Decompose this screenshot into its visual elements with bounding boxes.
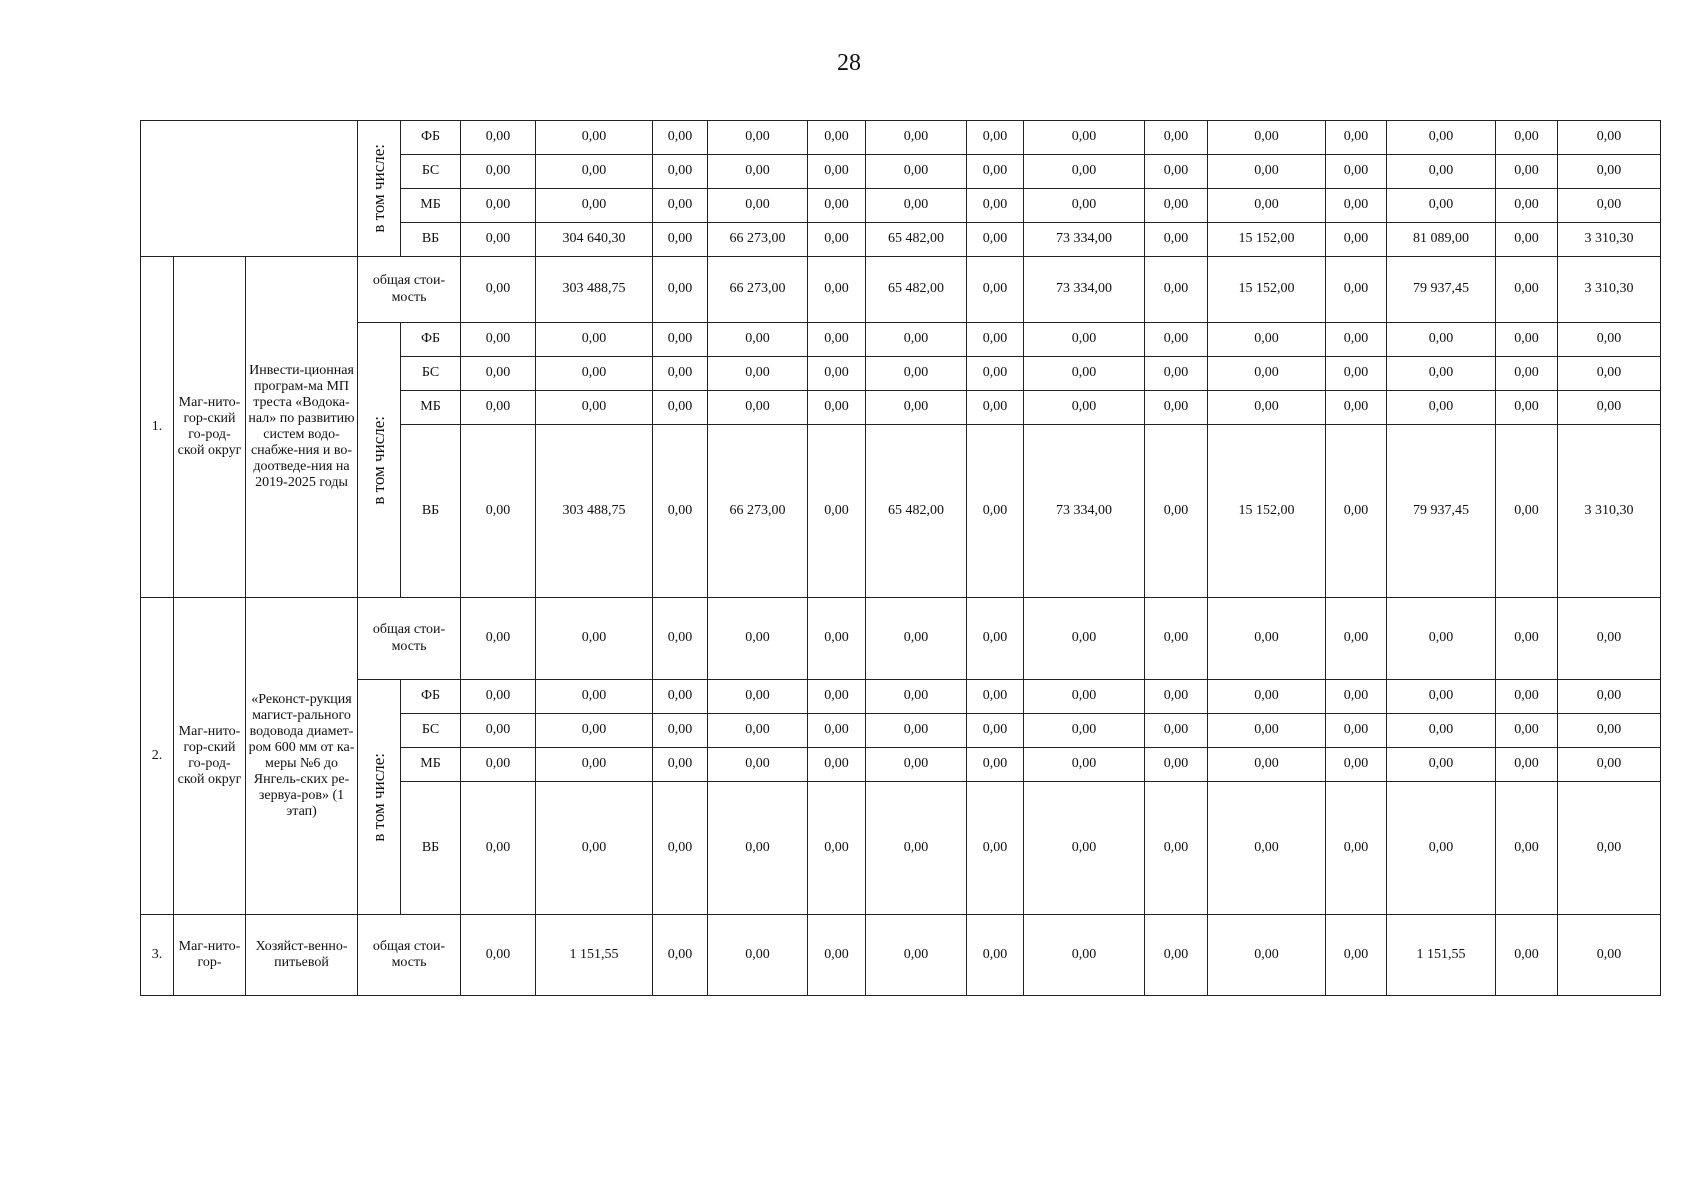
top-vb-col-5: 0,00 (808, 223, 866, 257)
incl-label: в том числе: (369, 415, 389, 505)
row2-total-col-4: 0,00 (708, 598, 808, 680)
row1-mb-col-5: 0,00 (808, 391, 866, 425)
row1-fb-col-12: 0,00 (1387, 323, 1496, 357)
row1-vb-col-2: 303 488,75 (536, 425, 653, 598)
row2-vb-col-14: 0,00 (1558, 782, 1661, 915)
source-bs: БС (401, 714, 461, 748)
row2-total-col-14: 0,00 (1558, 598, 1661, 680)
top-mb-col-6: 0,00 (866, 189, 967, 223)
row2-fb-col-3: 0,00 (653, 680, 708, 714)
row1-total-col-7: 0,00 (967, 257, 1024, 323)
row2-fb-col-11: 0,00 (1326, 680, 1387, 714)
row1-bs-col-14: 0,00 (1558, 357, 1661, 391)
row2-bs-col-12: 0,00 (1387, 714, 1496, 748)
row1-mb-col-4: 0,00 (708, 391, 808, 425)
row2-vb-col-4: 0,00 (708, 782, 808, 915)
row2-fb-col-4: 0,00 (708, 680, 808, 714)
top-fb-col-4: 0,00 (708, 121, 808, 155)
top-fb-col-9: 0,00 (1145, 121, 1208, 155)
top-fb-col-12: 0,00 (1387, 121, 1496, 155)
source-fb: ФБ (401, 323, 461, 357)
top-incl-cell (358, 121, 401, 257)
row1-total-col-12: 79 937,45 (1387, 257, 1496, 323)
row1-fb-col-3: 0,00 (653, 323, 708, 357)
row3-total-col-12: 1 151,55 (1387, 915, 1496, 996)
top-mb-col-1: 0,00 (461, 189, 536, 223)
top-vb-col-11: 0,00 (1326, 223, 1387, 257)
row1-total-col-14: 3 310,30 (1558, 257, 1661, 323)
row2-bs-col-3: 0,00 (653, 714, 708, 748)
row2-total-col-1: 0,00 (461, 598, 536, 680)
page-number: 28 (837, 50, 861, 76)
row2-vb-col-5: 0,00 (808, 782, 866, 915)
row3-total-label: общая стои-мость (358, 915, 461, 996)
row1-fb-col-7: 0,00 (967, 323, 1024, 357)
row1-total-col-3: 0,00 (653, 257, 708, 323)
row3-total-col-4: 0,00 (708, 915, 808, 996)
row1-vb-col-14: 3 310,30 (1558, 425, 1661, 598)
top-bs-col-3: 0,00 (653, 155, 708, 189)
row2-fb-col-5: 0,00 (808, 680, 866, 714)
row1-bs-col-2: 0,00 (536, 357, 653, 391)
row1-fb-col-5: 0,00 (808, 323, 866, 357)
row2-vb-col-2: 0,00 (536, 782, 653, 915)
row2-mb-col-6: 0,00 (866, 748, 967, 782)
row2-vb-col-1: 0,00 (461, 782, 536, 915)
row1-total-col-5: 0,00 (808, 257, 866, 323)
row1-bs-col-9: 0,00 (1145, 357, 1208, 391)
row2-total-col-12: 0,00 (1387, 598, 1496, 680)
row2-bs-col-9: 0,00 (1145, 714, 1208, 748)
row2-total-col-9: 0,00 (1145, 598, 1208, 680)
row1-bs-col-4: 0,00 (708, 357, 808, 391)
top-vb-col-8: 73 334,00 (1024, 223, 1145, 257)
row1-bs-col-13: 0,00 (1496, 357, 1558, 391)
row1-vb-col-11: 0,00 (1326, 425, 1387, 598)
row2-mb-col-12: 0,00 (1387, 748, 1496, 782)
budget-table (140, 120, 1661, 996)
row1-total-row (141, 257, 1661, 323)
row1-mb-col-2: 0,00 (536, 391, 653, 425)
row2-bs-col-2: 0,00 (536, 714, 653, 748)
row1-vb-col-6: 65 482,00 (866, 425, 967, 598)
source-mb: МБ (401, 391, 461, 425)
row1-bs-col-3: 0,00 (653, 357, 708, 391)
row2-mb-col-4: 0,00 (708, 748, 808, 782)
row3-total-col-13: 0,00 (1496, 915, 1558, 996)
source-fb: ФБ (401, 121, 461, 155)
row2-fb-col-2: 0,00 (536, 680, 653, 714)
top-bs-col-8: 0,00 (1024, 155, 1145, 189)
row2-vb-col-13: 0,00 (1496, 782, 1558, 915)
row2-total-col-11: 0,00 (1326, 598, 1387, 680)
row1-vb-col-9: 0,00 (1145, 425, 1208, 598)
row1-vb-col-13: 0,00 (1496, 425, 1558, 598)
row1-mb-col-12: 0,00 (1387, 391, 1496, 425)
row2-vb-col-12: 0,00 (1387, 782, 1496, 915)
row2-vb-col-3: 0,00 (653, 782, 708, 915)
row2-total-col-10: 0,00 (1208, 598, 1326, 680)
top-bs-col-1: 0,00 (461, 155, 536, 189)
row1-mb-col-3: 0,00 (653, 391, 708, 425)
row1-total-col-13: 0,00 (1496, 257, 1558, 323)
row1-fb-col-13: 0,00 (1496, 323, 1558, 357)
row1-mb-col-8: 0,00 (1024, 391, 1145, 425)
row3-total-col-14: 0,00 (1558, 915, 1661, 996)
top-mb-col-14: 0,00 (1558, 189, 1661, 223)
top-mb-col-10: 0,00 (1208, 189, 1326, 223)
row1-vb-col-12: 79 937,45 (1387, 425, 1496, 598)
row2-vb-col-7: 0,00 (967, 782, 1024, 915)
row3-total-col-11: 0,00 (1326, 915, 1387, 996)
row1-bs-col-11: 0,00 (1326, 357, 1387, 391)
row1-mb-col-14: 0,00 (1558, 391, 1661, 425)
row1-vb-col-3: 0,00 (653, 425, 708, 598)
row1-total-col-8: 73 334,00 (1024, 257, 1145, 323)
row2-incl-cell (358, 680, 401, 915)
row1-vb-col-7: 0,00 (967, 425, 1024, 598)
top-fb-col-2: 0,00 (536, 121, 653, 155)
row2-vb-col-8: 0,00 (1024, 782, 1145, 915)
row1-bs-col-1: 0,00 (461, 357, 536, 391)
row1-vb-col-5: 0,00 (808, 425, 866, 598)
top-vb-col-14: 3 310,30 (1558, 223, 1661, 257)
row2-fb-col-10: 0,00 (1208, 680, 1326, 714)
row1-total-col-6: 65 482,00 (866, 257, 967, 323)
top-fb-col-1: 0,00 (461, 121, 536, 155)
top-bs-col-5: 0,00 (808, 155, 866, 189)
row1-total-col-2: 303 488,75 (536, 257, 653, 323)
row1-fb-col-9: 0,00 (1145, 323, 1208, 357)
incl-label: в том числе: (369, 144, 389, 233)
top-bs-col-11: 0,00 (1326, 155, 1387, 189)
top-bs-col-6: 0,00 (866, 155, 967, 189)
row1-total-col-11: 0,00 (1326, 257, 1387, 323)
row1-vb-col-1: 0,00 (461, 425, 536, 598)
row1-municipality: Маг-нито-гор-ский го-род-ской округ (174, 257, 246, 598)
row2-mb-col-7: 0,00 (967, 748, 1024, 782)
row1-incl-cell (358, 323, 401, 598)
row2-fb-col-6: 0,00 (866, 680, 967, 714)
top-mb-col-11: 0,00 (1326, 189, 1387, 223)
row1-fb-col-4: 0,00 (708, 323, 808, 357)
row1-bs-col-6: 0,00 (866, 357, 967, 391)
top-mb-col-3: 0,00 (653, 189, 708, 223)
top-mb-col-12: 0,00 (1387, 189, 1496, 223)
row1-total-col-1: 0,00 (461, 257, 536, 323)
top-mb-col-8: 0,00 (1024, 189, 1145, 223)
top-fb-col-3: 0,00 (653, 121, 708, 155)
row3-total-col-10: 0,00 (1208, 915, 1326, 996)
top-bs-col-12: 0,00 (1387, 155, 1496, 189)
top-fb-col-11: 0,00 (1326, 121, 1387, 155)
row1-bs-col-12: 0,00 (1387, 357, 1496, 391)
top-mb-col-9: 0,00 (1145, 189, 1208, 223)
row1-fb-col-11: 0,00 (1326, 323, 1387, 357)
row1-fb-row (141, 323, 1661, 357)
row2-fb-col-14: 0,00 (1558, 680, 1661, 714)
row3-total-col-1: 0,00 (461, 915, 536, 996)
top-vb-col-12: 81 089,00 (1387, 223, 1496, 257)
row2-bs-col-11: 0,00 (1326, 714, 1387, 748)
top-mb-col-13: 0,00 (1496, 189, 1558, 223)
top-fb-row (141, 121, 1661, 155)
row3-total-col-8: 0,00 (1024, 915, 1145, 996)
row1-fb-col-6: 0,00 (866, 323, 967, 357)
row2-index: 2. (141, 598, 174, 915)
top-mb-col-5: 0,00 (808, 189, 866, 223)
row2-mb-col-1: 0,00 (461, 748, 536, 782)
row3-total-col-7: 0,00 (967, 915, 1024, 996)
top-mb-col-4: 0,00 (708, 189, 808, 223)
row2-mb-col-14: 0,00 (1558, 748, 1661, 782)
row3-index: 3. (141, 915, 174, 996)
row2-mb-col-8: 0,00 (1024, 748, 1145, 782)
row1-vb-col-8: 73 334,00 (1024, 425, 1145, 598)
top-vb-col-9: 0,00 (1145, 223, 1208, 257)
top-fb-col-13: 0,00 (1496, 121, 1558, 155)
row1-fb-col-2: 0,00 (536, 323, 653, 357)
row2-vb-col-6: 0,00 (866, 782, 967, 915)
row1-bs-col-5: 0,00 (808, 357, 866, 391)
row2-bs-col-1: 0,00 (461, 714, 536, 748)
top-vb-col-2: 304 640,30 (536, 223, 653, 257)
row2-vb-col-10: 0,00 (1208, 782, 1326, 915)
row2-municipality: Маг-нито-гор-ский го-род-ской округ (174, 598, 246, 915)
top-bs-col-4: 0,00 (708, 155, 808, 189)
row1-mb-col-13: 0,00 (1496, 391, 1558, 425)
row3-total-col-5: 0,00 (808, 915, 866, 996)
row2-total-col-6: 0,00 (866, 598, 967, 680)
top-fb-col-10: 0,00 (1208, 121, 1326, 155)
source-fb: ФБ (401, 680, 461, 714)
row3-municipality: Маг-нито-гор- (174, 915, 246, 996)
row1-bs-col-10: 0,00 (1208, 357, 1326, 391)
row2-total-col-3: 0,00 (653, 598, 708, 680)
row2-bs-col-5: 0,00 (808, 714, 866, 748)
top-vb-col-10: 15 152,00 (1208, 223, 1326, 257)
row2-bs-col-4: 0,00 (708, 714, 808, 748)
row1-vb-col-10: 15 152,00 (1208, 425, 1326, 598)
row1-fb-col-14: 0,00 (1558, 323, 1661, 357)
top-mb-col-2: 0,00 (536, 189, 653, 223)
row2-vb-col-11: 0,00 (1326, 782, 1387, 915)
row1-mb-col-1: 0,00 (461, 391, 536, 425)
row2-bs-col-7: 0,00 (967, 714, 1024, 748)
top-vb-col-6: 65 482,00 (866, 223, 967, 257)
row1-index: 1. (141, 257, 174, 598)
top-blank-cell (141, 121, 358, 257)
source-bs: БС (401, 155, 461, 189)
row1-fb-col-8: 0,00 (1024, 323, 1145, 357)
top-vb-col-13: 0,00 (1496, 223, 1558, 257)
source-vb: ВБ (401, 782, 461, 915)
row2-bs-col-14: 0,00 (1558, 714, 1661, 748)
row2-fb-col-9: 0,00 (1145, 680, 1208, 714)
row2-mb-col-9: 0,00 (1145, 748, 1208, 782)
top-bs-col-14: 0,00 (1558, 155, 1661, 189)
source-vb: ВБ (401, 425, 461, 598)
row3-total-col-2: 1 151,55 (536, 915, 653, 996)
row2-mb-col-2: 0,00 (536, 748, 653, 782)
row1-mb-col-7: 0,00 (967, 391, 1024, 425)
row2-bs-col-6: 0,00 (866, 714, 967, 748)
row3-total-col-3: 0,00 (653, 915, 708, 996)
row2-mb-col-10: 0,00 (1208, 748, 1326, 782)
top-vb-col-4: 66 273,00 (708, 223, 808, 257)
row2-fb-col-8: 0,00 (1024, 680, 1145, 714)
top-bs-col-7: 0,00 (967, 155, 1024, 189)
top-mb-col-7: 0,00 (967, 189, 1024, 223)
top-bs-col-2: 0,00 (536, 155, 653, 189)
row1-total-col-9: 0,00 (1145, 257, 1208, 323)
top-bs-col-9: 0,00 (1145, 155, 1208, 189)
top-fb-col-5: 0,00 (808, 121, 866, 155)
incl-label: в том числе: (369, 752, 389, 842)
row1-fb-col-10: 0,00 (1208, 323, 1326, 357)
row2-fb-col-13: 0,00 (1496, 680, 1558, 714)
row3-total-col-9: 0,00 (1145, 915, 1208, 996)
row3-program-name: Хозяйст-венно-питьевой (246, 915, 358, 996)
row2-bs-col-10: 0,00 (1208, 714, 1326, 748)
row1-vb-col-4: 66 273,00 (708, 425, 808, 598)
row1-program-name: Инвести-ционная програм-ма МП треста «Водока-нал» по развитию систем водо-снабже-ния и во-доотведе-ния на 2019-2025 годы (246, 257, 358, 598)
source-mb: МБ (401, 748, 461, 782)
row2-total-col-8: 0,00 (1024, 598, 1145, 680)
row2-total-col-5: 0,00 (808, 598, 866, 680)
row1-fb-col-1: 0,00 (461, 323, 536, 357)
top-fb-col-7: 0,00 (967, 121, 1024, 155)
top-bs-col-10: 0,00 (1208, 155, 1326, 189)
source-vb: ВБ (401, 223, 461, 257)
row2-bs-col-13: 0,00 (1496, 714, 1558, 748)
row1-bs-col-7: 0,00 (967, 357, 1024, 391)
row1-mb-col-6: 0,00 (866, 391, 967, 425)
source-bs: БС (401, 357, 461, 391)
row2-total-col-13: 0,00 (1496, 598, 1558, 680)
row3-total-row (141, 915, 1661, 996)
row1-bs-col-8: 0,00 (1024, 357, 1145, 391)
top-fb-col-6: 0,00 (866, 121, 967, 155)
row2-total-label: общая стои-мость (358, 598, 461, 680)
source-mb: МБ (401, 189, 461, 223)
row1-mb-col-9: 0,00 (1145, 391, 1208, 425)
row2-fb-col-1: 0,00 (461, 680, 536, 714)
row1-total-col-4: 66 273,00 (708, 257, 808, 323)
row2-bs-col-8: 0,00 (1024, 714, 1145, 748)
row2-total-row (141, 598, 1661, 680)
row2-mb-col-13: 0,00 (1496, 748, 1558, 782)
row1-total-label: общая стои-мость (358, 257, 461, 323)
row2-total-col-2: 0,00 (536, 598, 653, 680)
row2-vb-col-9: 0,00 (1145, 782, 1208, 915)
row2-total-col-7: 0,00 (967, 598, 1024, 680)
top-bs-col-13: 0,00 (1496, 155, 1558, 189)
row2-fb-col-7: 0,00 (967, 680, 1024, 714)
top-vb-col-3: 0,00 (653, 223, 708, 257)
row1-mb-col-10: 0,00 (1208, 391, 1326, 425)
row2-mb-col-5: 0,00 (808, 748, 866, 782)
row2-fb-row (141, 680, 1661, 714)
row1-total-col-10: 15 152,00 (1208, 257, 1326, 323)
row2-fb-col-12: 0,00 (1387, 680, 1496, 714)
row2-mb-col-3: 0,00 (653, 748, 708, 782)
row2-mb-col-11: 0,00 (1326, 748, 1387, 782)
row2-program-name: «Реконст-рукция магист-рального водовода диамет-ром 600 мм от ка-меры №6 до Янгель-ских ре-зервуа-ров» (1 этап) (246, 598, 358, 915)
top-fb-col-14: 0,00 (1558, 121, 1661, 155)
top-vb-col-7: 0,00 (967, 223, 1024, 257)
row3-total-col-6: 0,00 (866, 915, 967, 996)
row1-mb-col-11: 0,00 (1326, 391, 1387, 425)
top-fb-col-8: 0,00 (1024, 121, 1145, 155)
top-vb-col-1: 0,00 (461, 223, 536, 257)
